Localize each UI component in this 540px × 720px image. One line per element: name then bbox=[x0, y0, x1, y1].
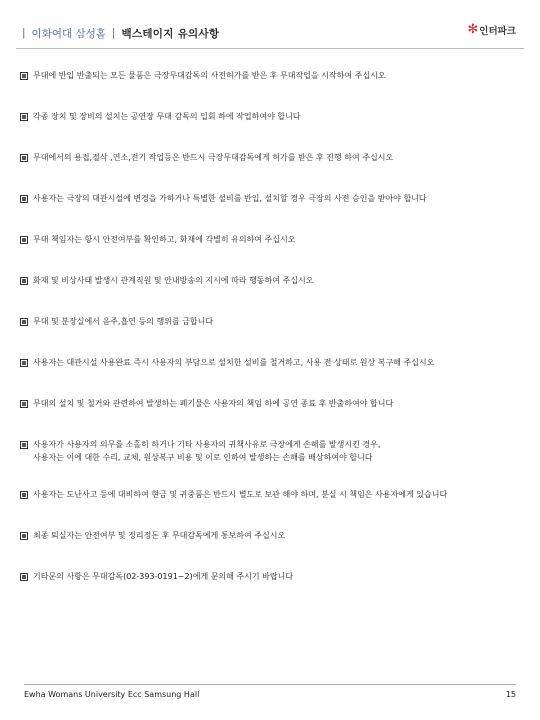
list-item bbox=[20, 110, 525, 123]
list-item-text bbox=[33, 110, 525, 123]
header-rule bbox=[16, 48, 524, 49]
list-item bbox=[20, 356, 525, 369]
list-item-line: 사용자는 도난사고 등에 대비하여 현금 및 귀중품은 반드시 별도로 보관 해야 하며, 분실 시 책임은 사용자에게 있습니다 bbox=[33, 490, 448, 499]
bullet-square-icon bbox=[20, 491, 28, 499]
notice-list bbox=[20, 69, 525, 611]
list-item bbox=[20, 69, 525, 82]
list-item bbox=[20, 488, 525, 501]
list-item bbox=[20, 274, 525, 287]
venue-name: 이화여대 삼성홀 bbox=[31, 27, 106, 40]
page-title: 백스테이지 유의사항 bbox=[121, 27, 220, 40]
logo-text: 인터파크 bbox=[479, 25, 516, 37]
list-item-text bbox=[33, 233, 525, 246]
list-item-line: 최종 퇴실자는 안전여부 및 정리정돈 후 무대감독에게 통보하여 주십시오 bbox=[33, 531, 286, 540]
logo-star-icon: ✻ bbox=[467, 22, 479, 37]
list-item-line: 사용자는 이에 대한 수리, 교체, 원상복구 비용 및 이로 인하여 발생하는 손해를 배상하여야 합니다 bbox=[33, 453, 373, 462]
page-number: 15 bbox=[505, 690, 516, 699]
interpark-logo bbox=[467, 22, 516, 37]
list-item bbox=[20, 570, 525, 583]
list-item-line: 기타문의 사항은 무대감독(02-393-0191~2)에게 문의해 주시기 바랍니다 bbox=[33, 572, 294, 581]
list-item-text bbox=[33, 69, 525, 82]
bullet-square-icon bbox=[20, 277, 28, 285]
bullet-square-icon bbox=[20, 236, 28, 244]
list-item bbox=[20, 438, 525, 464]
list-item-line: 각종 장치 및 장비의 설치는 공연장 무대 감독의 입회 하에 작업하여야 합니다 bbox=[33, 112, 301, 121]
bullet-square-icon bbox=[20, 113, 28, 121]
list-item-text bbox=[33, 192, 525, 205]
list-item-line: 사용자가 사용자의 의무를 소홀히 하거나 기타 사용자의 귀책사유로 극장에게 손해를 발생시킨 경우, bbox=[33, 440, 381, 449]
list-item-text bbox=[33, 488, 525, 501]
list-item-text bbox=[33, 356, 525, 369]
list-item-text bbox=[33, 397, 525, 410]
header bbox=[16, 22, 524, 44]
list-item-line: 무대에 반입 반출되는 모든 물품은 극장무대감독의 사전허가를 받은 후 무대작업을 시작하여 주십시오 bbox=[33, 71, 386, 80]
list-item-line: 무대 및 분장실에서 음주,흡연 등의 행위를 금합니다 bbox=[33, 317, 214, 326]
list-item bbox=[20, 151, 525, 164]
list-item-line: 사용자는 대관시설 사용완료 즉시 사용자의 부담으로 설치한 설비를 철거하고, 사용 전 상태로 원상 복구해 주십시오 bbox=[33, 358, 435, 367]
bullet-square-icon bbox=[20, 195, 28, 203]
list-item bbox=[20, 529, 525, 542]
footer bbox=[24, 684, 516, 699]
list-item bbox=[20, 397, 525, 410]
list-item-line: 화재 및 비상사태 발생시 관계직원 및 안내방송의 지시에 따라 행동하여 주십시오 bbox=[33, 276, 314, 285]
bullet-square-icon bbox=[20, 72, 28, 80]
list-item-text bbox=[33, 438, 525, 464]
bullet-square-icon bbox=[20, 573, 28, 581]
list-item-text bbox=[33, 315, 525, 328]
list-item-line: 무대의 설치 및 철거와 관련하여 발생하는 폐기물은 사용자의 책임 하에 공연 종료 후 반출하여야 합니다 bbox=[33, 399, 394, 408]
footer-venue: Ewha Womans University Ecc Samsung Hall bbox=[24, 690, 200, 699]
list-item-line: 무대에서의 용접,절삭 ,연소,전기 작업등은 반드시 극장무대감독에게 허가를 받은 후 진행 하여 주십시오 bbox=[33, 153, 394, 162]
list-item-line: 무대 책임자는 항시 안전여부를 확인하고, 화재에 각별히 유의하여 주십시오 bbox=[33, 235, 296, 244]
bullet-square-icon bbox=[20, 400, 28, 408]
list-item-text bbox=[33, 529, 525, 542]
bullet-square-icon bbox=[20, 441, 28, 449]
list-item-line: 사용자는 극장의 대관시설에 변경을 가하거나 특별한 설비를 반입, 설치할 경우 극장의 사전 승인을 받아야 합니다 bbox=[33, 194, 427, 203]
list-item-text bbox=[33, 274, 525, 287]
header-divider: | bbox=[111, 27, 116, 39]
bullet-square-icon bbox=[20, 318, 28, 326]
bullet-square-icon bbox=[20, 532, 28, 540]
bullet-square-icon bbox=[20, 154, 28, 162]
list-item-text bbox=[33, 570, 525, 583]
list-item bbox=[20, 192, 525, 205]
header-divider: | bbox=[22, 27, 26, 39]
bullet-square-icon bbox=[20, 359, 28, 367]
list-item bbox=[20, 315, 525, 328]
list-item bbox=[20, 233, 525, 246]
list-item-text bbox=[33, 151, 525, 164]
